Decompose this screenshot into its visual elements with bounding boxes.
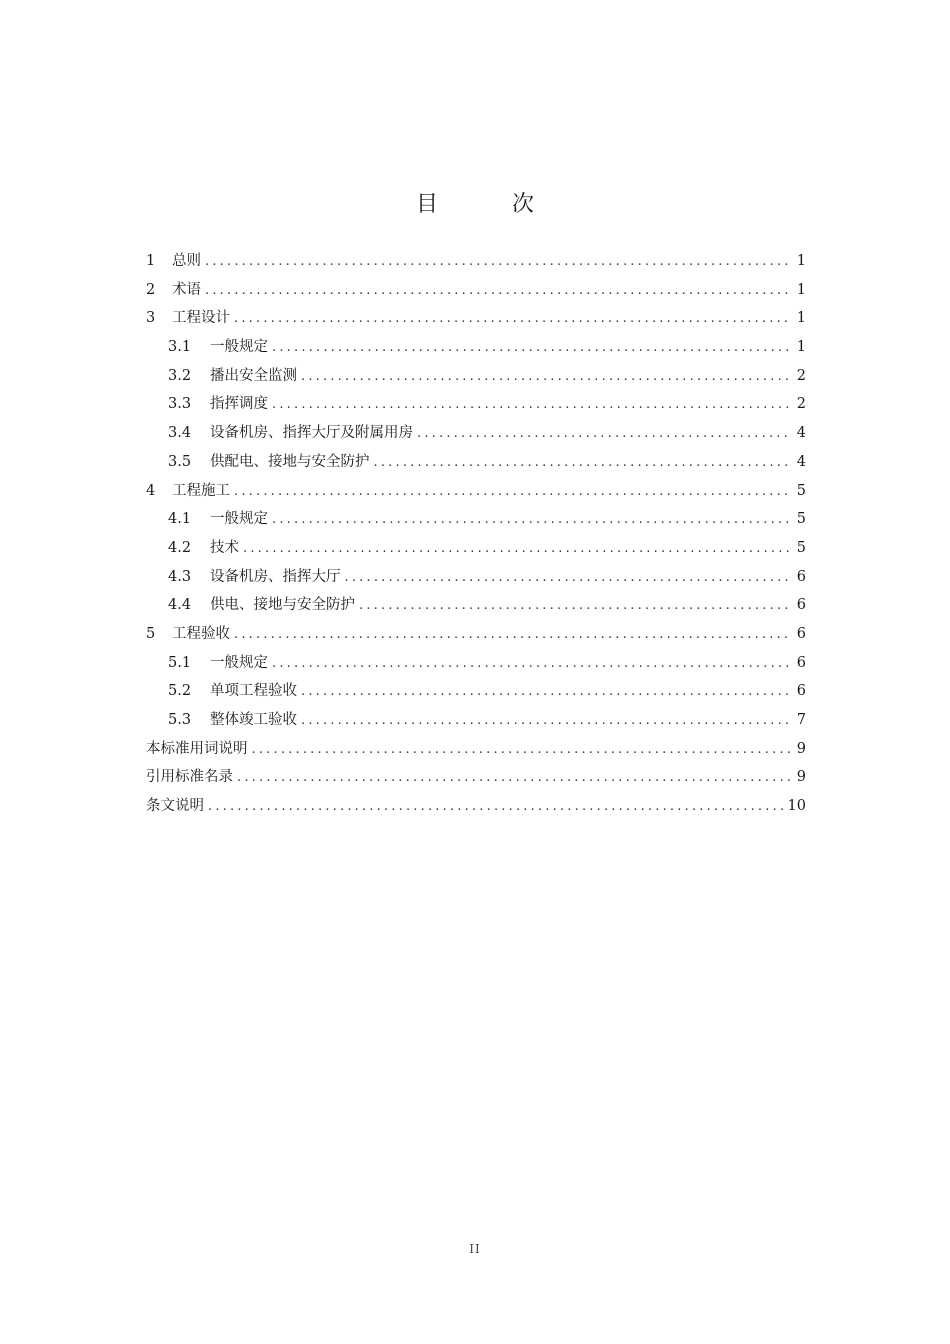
toc-item-page: 6 bbox=[796, 568, 806, 585]
toc-item-label: 技术 bbox=[210, 539, 239, 556]
dot-leader bbox=[417, 420, 792, 449]
toc-item-number: 5.1 bbox=[168, 654, 192, 671]
toc-item-number: 4 bbox=[146, 482, 156, 499]
dot-leader bbox=[252, 736, 793, 765]
dot-leader bbox=[205, 248, 792, 277]
dot-leader bbox=[205, 277, 792, 306]
dot-leader bbox=[234, 305, 792, 334]
toc-item-page: 6 bbox=[796, 597, 806, 614]
toc-item-label: 条文说明 bbox=[146, 798, 204, 815]
toc-item-label: 本标准用词说明 bbox=[146, 740, 248, 757]
dot-leader bbox=[208, 793, 784, 822]
toc-item-2[interactable] bbox=[146, 276, 806, 305]
toc-item-number: 1 bbox=[146, 253, 156, 269]
toc-item-label: 设备机房、指挥大厅及附属用房 bbox=[210, 425, 413, 442]
toc-item-label: 引用标准名录 bbox=[146, 769, 233, 786]
toc-item-page: 4 bbox=[796, 453, 806, 470]
toc-item-page: 9 bbox=[796, 769, 806, 786]
toc-item-3-2[interactable] bbox=[146, 362, 806, 391]
toc-item-label: 工程设计 bbox=[172, 310, 230, 327]
toc-item-terms-explanation[interactable] bbox=[146, 735, 806, 764]
toc-item-4-3[interactable] bbox=[146, 563, 806, 592]
dot-leader bbox=[272, 391, 792, 420]
toc-item-label: 单项工程验收 bbox=[210, 683, 297, 700]
dot-leader bbox=[237, 764, 792, 793]
dot-leader bbox=[272, 506, 792, 535]
toc-item-page: 1 bbox=[796, 339, 806, 356]
toc-item-number: 3 bbox=[146, 310, 156, 327]
toc-item-label: 总则 bbox=[172, 253, 201, 269]
toc-item-label: 设备机房、指挥大厅 bbox=[210, 568, 341, 585]
toc-item-label: 一般规定 bbox=[210, 511, 268, 528]
toc-item-label: 供配电、接地与安全防护 bbox=[210, 453, 370, 470]
toc-item-number: 3.2 bbox=[168, 367, 192, 384]
toc-item-page: 6 bbox=[796, 683, 806, 700]
toc-item-number: 3.4 bbox=[168, 425, 192, 442]
toc-item-number: 3.5 bbox=[168, 453, 192, 470]
dot-leader bbox=[345, 564, 793, 593]
toc-item-label: 供电、接地与安全防护 bbox=[210, 597, 355, 614]
toc-item-1[interactable] bbox=[146, 247, 806, 276]
toc-item-page: 5 bbox=[796, 539, 806, 556]
page-number: II bbox=[469, 1242, 481, 1256]
toc-item-label: 一般规定 bbox=[210, 339, 268, 356]
toc-item-5-3[interactable] bbox=[146, 706, 806, 735]
dot-leader bbox=[359, 592, 792, 621]
toc-item-4-4[interactable] bbox=[146, 591, 806, 620]
toc-item-number: 4.3 bbox=[168, 568, 192, 585]
toc-item-number: 5.2 bbox=[168, 683, 192, 700]
toc-item-number: 4.1 bbox=[168, 511, 192, 528]
toc-item-page: 10 bbox=[787, 798, 806, 815]
page-title: 目 次 bbox=[415, 192, 560, 217]
toc-item-page: 2 bbox=[796, 396, 806, 413]
toc-item-number: 2 bbox=[146, 281, 156, 298]
toc-item-3-4[interactable] bbox=[146, 419, 806, 448]
toc-item-4-2[interactable] bbox=[146, 534, 806, 563]
toc-item-label: 播出安全监测 bbox=[210, 367, 297, 384]
toc-item-number: 4.4 bbox=[168, 597, 192, 614]
table-of-contents bbox=[146, 247, 806, 821]
toc-item-label: 整体竣工验收 bbox=[210, 712, 297, 728]
toc-item-page: 5 bbox=[796, 511, 806, 528]
toc-item-number: 5.3 bbox=[168, 712, 192, 728]
toc-item-number: 3.3 bbox=[168, 396, 192, 413]
toc-item-page: 9 bbox=[796, 740, 806, 757]
toc-item-page: 1 bbox=[796, 310, 806, 327]
toc-item-label: 术语 bbox=[172, 281, 201, 298]
toc-item-cited-standards[interactable] bbox=[146, 763, 806, 792]
toc-item-clause-explanation[interactable] bbox=[146, 792, 806, 821]
toc-item-page: 7 bbox=[796, 712, 806, 728]
toc-item-label: 指挥调度 bbox=[210, 396, 268, 413]
toc-item-page: 6 bbox=[796, 625, 806, 642]
dot-leader bbox=[243, 535, 792, 564]
toc-item-3[interactable] bbox=[146, 304, 806, 333]
dot-leader bbox=[272, 650, 792, 679]
toc-item-page: 5 bbox=[796, 482, 806, 499]
dot-leader bbox=[272, 334, 792, 363]
toc-item-5-2[interactable] bbox=[146, 677, 806, 706]
toc-item-4[interactable] bbox=[146, 477, 806, 506]
toc-item-5-1[interactable] bbox=[146, 649, 806, 678]
toc-item-3-1[interactable] bbox=[146, 333, 806, 362]
toc-item-4-1[interactable] bbox=[146, 505, 806, 534]
toc-item-number: 4.2 bbox=[168, 539, 192, 556]
dot-leader bbox=[301, 707, 792, 736]
toc-item-page: 2 bbox=[796, 367, 806, 384]
toc-item-page: 1 bbox=[796, 253, 806, 269]
toc-item-5[interactable] bbox=[146, 620, 806, 649]
dot-leader bbox=[234, 478, 792, 507]
dot-leader bbox=[301, 678, 792, 707]
toc-item-number: 5 bbox=[146, 625, 156, 642]
toc-item-page: 6 bbox=[796, 654, 806, 671]
toc-item-page: 1 bbox=[796, 281, 806, 298]
toc-item-label: 一般规定 bbox=[210, 654, 268, 671]
toc-item-number: 3.1 bbox=[168, 339, 192, 356]
toc-item-3-3[interactable] bbox=[146, 390, 806, 419]
toc-item-label: 工程施工 bbox=[172, 482, 230, 499]
toc-item-3-5[interactable] bbox=[146, 448, 806, 477]
dot-leader bbox=[374, 449, 793, 478]
dot-leader bbox=[234, 621, 792, 650]
toc-item-page: 4 bbox=[796, 425, 806, 442]
dot-leader bbox=[301, 363, 792, 392]
toc-item-label: 工程验收 bbox=[172, 625, 230, 642]
